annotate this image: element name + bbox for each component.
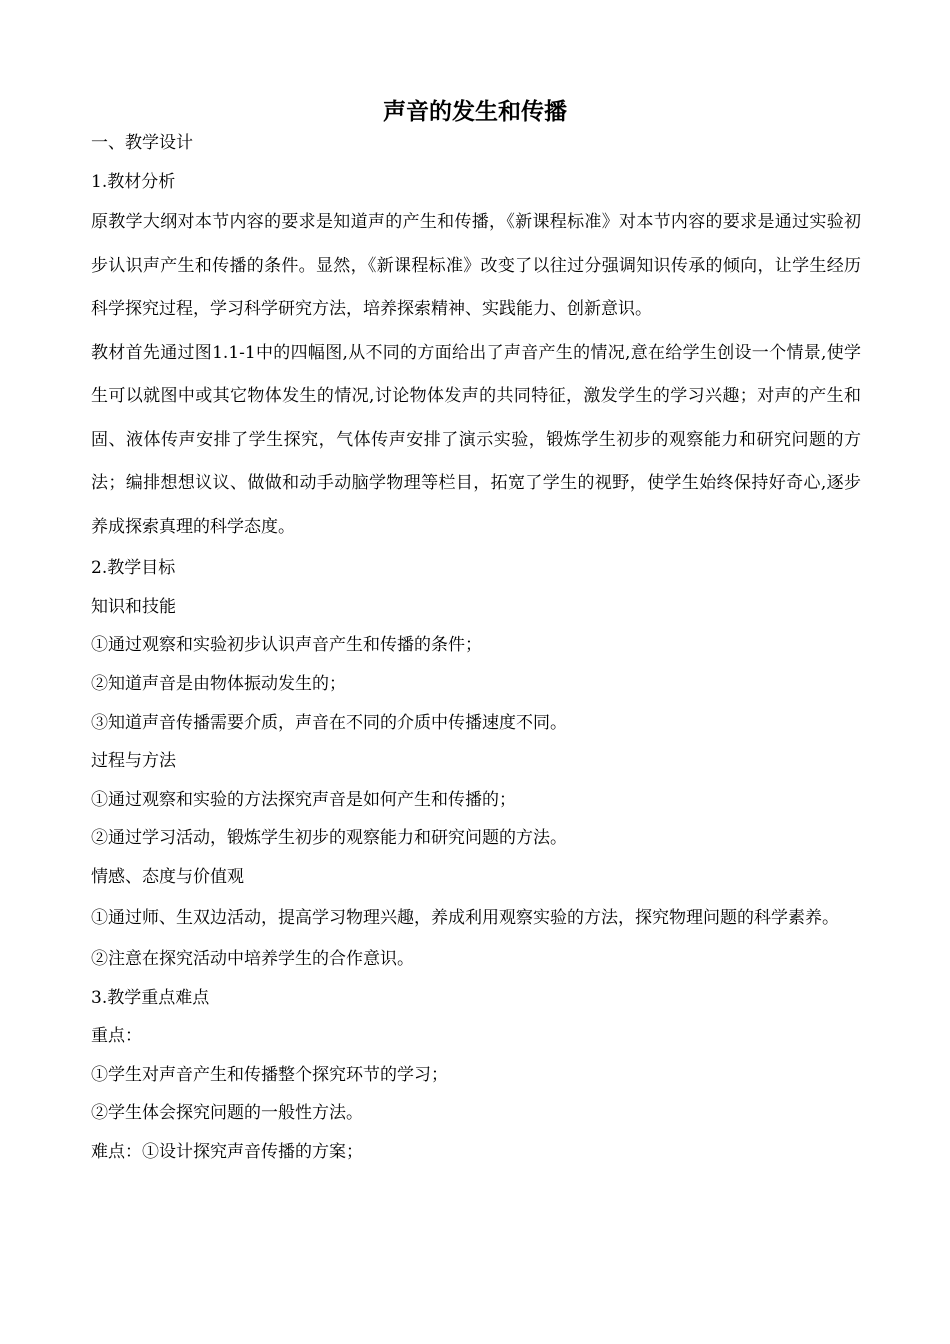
section-heading-teaching-design: 一、教学设计 (91, 133, 193, 153)
list-item: ①通过师、生双边活动，提高学习物理兴趣，养成利用观察实验的方法，探究物理问题的科学素养。 (91, 907, 839, 928)
subsection-heading-key-difficult-points: 3.教学重点难点 (91, 987, 210, 1008)
goal-heading-knowledge-skills: 知识和技能 (91, 596, 176, 617)
document-body (91, 124, 861, 1172)
goal-heading-attitude-values: 情感、态度与价值观 (91, 866, 244, 887)
subsection-heading-material-analysis: 1.教材分析 (91, 171, 176, 192)
list-item: ①通过观察和实验的方法探究声音是如何产生和传播的； (91, 789, 516, 810)
difficult-points-line: 难点：①设计探究声音传播的方案； (91, 1142, 363, 1162)
key-points-label: 重点： (91, 1026, 142, 1047)
list-item: ①通过观察和实验初步认识声音产生和传播的条件； (91, 635, 482, 656)
list-item: ①学生对声音产生和传播整个探究环节的学习； (91, 1064, 448, 1085)
goal-heading-process-methods: 过程与方法 (91, 751, 176, 772)
list-item: ②学生体会探究问题的一般性方法。 (91, 1103, 363, 1124)
list-item: ②知道声音是由物体振动发生的； (91, 673, 346, 694)
list-item: ②注意在探究活动中培养学生的合作意识。 (91, 949, 414, 970)
paragraph-material-overview: 教材首先通过图1.1-1中的四幅图,从不同的方面给出了声音产生的情况,意在给学生创设一个情景,使学生可以就图中或其它物体发生的情况,讨论物体发声的共同特征，激发学生的学习兴趣；对声的产生和固、液体传声安排了学生探究，气体传声安排了演示实验，锻炼学生初步的观察能力和研究问题的方法；编排想想议议、做做和动手动脑学物理等栏目，拓宽了学生的视野，使学生始终保持好奇心,逐步养成探索真理的科学态度。 (91, 342, 861, 537)
document-title: 声音的发生和传播 (383, 98, 567, 125)
subsection-heading-teaching-goals: 2.教学目标 (91, 558, 176, 579)
paragraph-syllabus-comparison: 原教学大纲对本节内容的要求是知道声的产生和传播，《新课程标准》对本节内容的要求是通过实验初步认识声产生和传播的条件。显然，《新课程标准》改变了以往过分强调知识传承的倾向，让学生经历科学探究过程，学习科学研究方法，培养探索精神、实践能力、创新意识。 (91, 212, 861, 320)
list-item: ②通过学习活动，锻炼学生初步的观察能力和研究问题的方法。 (91, 828, 567, 849)
list-item: ③知道声音传播需要介质，声音在不同的介质中传播速度不同。 (91, 712, 567, 733)
